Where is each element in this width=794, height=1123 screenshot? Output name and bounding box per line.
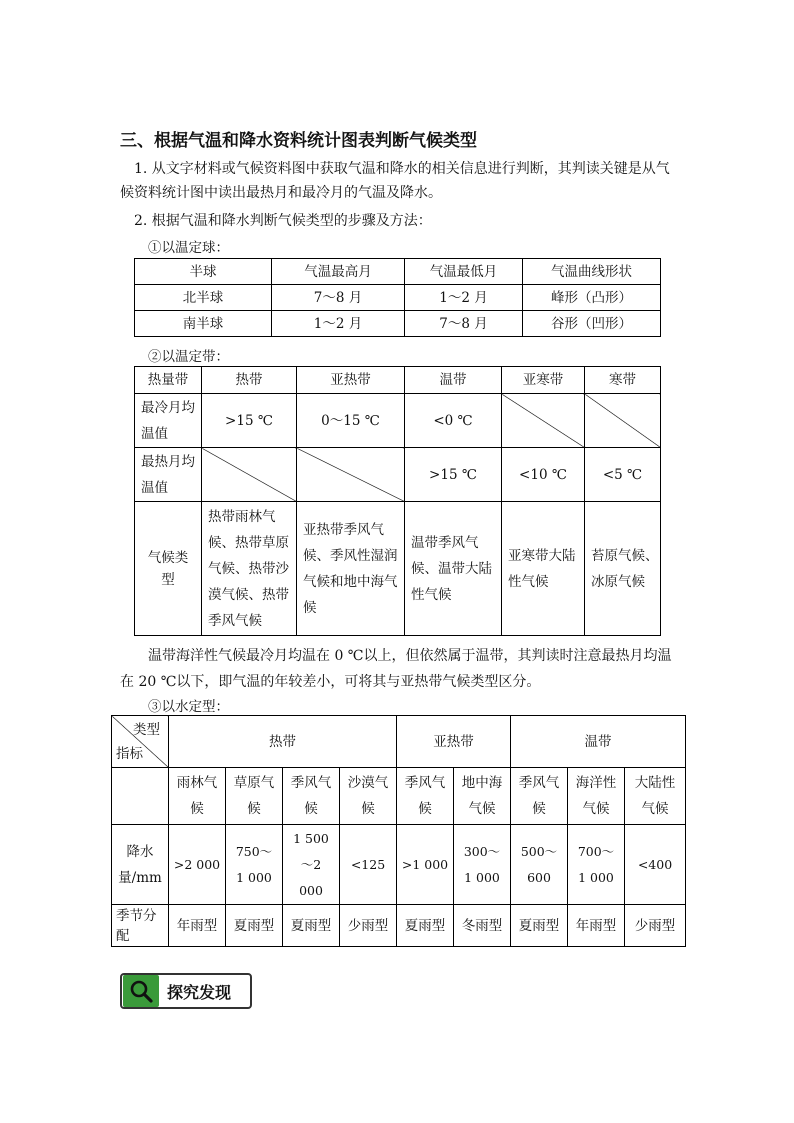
type-cell: 大陆性气候	[625, 768, 686, 825]
table-row	[135, 367, 661, 394]
table-row	[135, 448, 661, 502]
table-cell: 7～8 月	[272, 285, 405, 311]
type-cell: 季风气候	[283, 768, 340, 825]
row-label: 降水量/mm	[112, 825, 169, 905]
table-cell: 亚寒带大陆性气候	[502, 502, 585, 636]
row-label: 季节分配	[112, 905, 169, 947]
table-cell: 700～1 000	[568, 825, 625, 905]
table-cell: >15 ℃	[202, 394, 297, 448]
zone-header: 温带	[511, 716, 686, 768]
step-2-label: ②以温定带：	[148, 349, 229, 365]
corner-bottom-label: 指标	[116, 746, 143, 762]
table-cell: 苔原气候、冰原气候	[585, 502, 661, 636]
table-cell: 夏雨型	[397, 905, 454, 947]
zone-header: 热带	[169, 716, 397, 768]
table-cell: 年雨型	[169, 905, 226, 947]
type-cell: 草原气候	[226, 768, 283, 825]
corner-top-label: 类型	[133, 722, 160, 738]
paragraph-3: 温带海洋性气候最冷月均温在 0 ℃以上，但依然属于温带，其判读时注意最热月均温在 20 ℃以下，即气温的年较差小，可将其与亚热带气候类型区分。	[120, 648, 672, 690]
precipitation-table	[111, 715, 686, 947]
explore-discover-badge	[120, 973, 252, 1009]
table-row	[135, 259, 661, 285]
table-cell: 北半球	[135, 285, 272, 311]
heat-zone-table	[134, 366, 661, 636]
table-row	[135, 285, 661, 311]
type-cell: 沙漠气候	[340, 768, 397, 825]
header-cell: 温带	[405, 367, 502, 394]
paragraph-1: 1. 从文字材料或气候资料图中获取气温和降水的相关信息进行判断，其判读关键是从气候资料统计图中读出最热月和最冷月的气温及降水。	[120, 161, 670, 201]
diagonal-cell	[585, 394, 661, 448]
row-label: 最冷月均温值	[135, 394, 202, 448]
table-row	[112, 768, 686, 825]
table-cell: 南半球	[135, 311, 272, 337]
table-cell: >2 000	[169, 825, 226, 905]
table-cell	[112, 768, 169, 825]
header-cell: 气温最高月	[272, 259, 405, 285]
table-cell: 1～2 月	[272, 311, 405, 337]
table-cell: 夏雨型	[226, 905, 283, 947]
diagonal-cell	[202, 448, 297, 502]
diagonal-cell	[297, 448, 405, 502]
table-cell: 年雨型	[568, 905, 625, 947]
section-title: 三、根据气温和降水资料统计图表判断气候类型	[120, 131, 477, 151]
table-cell: 7～8 月	[405, 311, 523, 337]
table-cell: 夏雨型	[511, 905, 568, 947]
table-row	[135, 394, 661, 448]
header-cell: 气温曲线形状	[523, 259, 661, 285]
table-cell: >15 ℃	[405, 448, 502, 502]
table-cell: <125	[340, 825, 397, 905]
header-cell: 半球	[135, 259, 272, 285]
type-cell: 雨林气候	[169, 768, 226, 825]
table-cell: 0～15 ℃	[297, 394, 405, 448]
diagonal-cell	[502, 394, 585, 448]
header-cell: 亚热带	[297, 367, 405, 394]
header-cell: 热量带	[135, 367, 202, 394]
table-row	[135, 502, 661, 636]
magnifier-icon	[123, 975, 159, 1007]
step-1-label: ①以温定球：	[148, 240, 229, 256]
type-cell: 海洋性气候	[568, 768, 625, 825]
table-cell: 少雨型	[340, 905, 397, 947]
row-label: 最热月均温值	[135, 448, 202, 502]
zone-header: 亚热带	[397, 716, 511, 768]
hemisphere-table	[134, 258, 661, 337]
table-cell: <5 ℃	[585, 448, 661, 502]
header-cell: 寒带	[585, 367, 661, 394]
table-cell: 1～2 月	[405, 285, 523, 311]
header-cell: 亚寒带	[502, 367, 585, 394]
table-cell: <10 ℃	[502, 448, 585, 502]
table-row	[112, 716, 686, 768]
table-cell: 亚热带季风气候、季风性湿润气候和地中海气候	[297, 502, 405, 636]
header-cell: 气温最低月	[405, 259, 523, 285]
table-cell: 1 500～2 000	[283, 825, 340, 905]
row-label: 气候类型	[135, 502, 202, 636]
paragraph-2: 2. 根据气温和降水判断气候类型的步骤及方法：	[134, 213, 432, 229]
table-cell: 冬雨型	[454, 905, 511, 947]
header-cell: 热带	[202, 367, 297, 394]
table-cell: 500～600	[511, 825, 568, 905]
table-cell: 300～1 000	[454, 825, 511, 905]
type-cell: 季风气候	[397, 768, 454, 825]
type-cell: 季风气候	[511, 768, 568, 825]
type-cell: 地中海气候	[454, 768, 511, 825]
table-cell: 少雨型	[625, 905, 686, 947]
corner-header-cell	[112, 716, 169, 768]
table-cell: <0 ℃	[405, 394, 502, 448]
table-cell: 夏雨型	[283, 905, 340, 947]
table-row	[112, 905, 686, 947]
table-cell: 温带季风气候、温带大陆性气候	[405, 502, 502, 636]
table-row	[112, 825, 686, 905]
badge-label: 探究发现	[167, 982, 232, 1002]
table-cell: 谷形（凹形）	[523, 311, 661, 337]
table-cell: <400	[625, 825, 686, 905]
table-row	[135, 311, 661, 337]
table-cell: >1 000	[397, 825, 454, 905]
step-3-label: ③以水定型：	[148, 699, 229, 715]
table-cell: 750～1 000	[226, 825, 283, 905]
table-cell: 峰形（凸形）	[523, 285, 661, 311]
table-cell: 热带雨林气候、热带草原气候、热带沙漠气候、热带季风气候	[202, 502, 297, 636]
